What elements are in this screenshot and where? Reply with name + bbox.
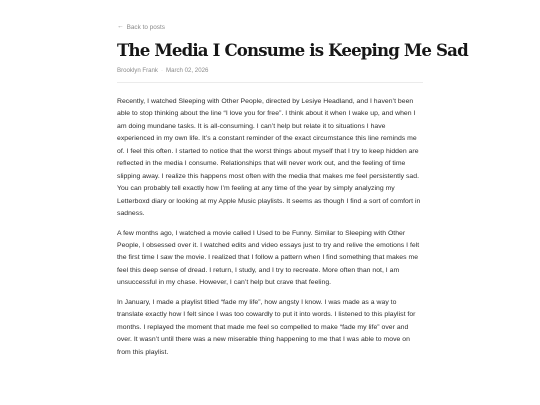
post-meta [117, 66, 423, 75]
post-paragraph: In January, I made a playlist titled “fade my life”, how angsty I know. I was made as a way to translate exactly how I felt since I was too cowardly to put it into words. I listened to this playlist for months. I replayed the moment that made me feel so compelled to make “fade my life” over and over. It wasn’t until there was a new miserable thing happening to me that I was able to move on from this playlist. [117, 298, 416, 356]
post-title: The Media I Consume is Keeping Me Sad [117, 40, 468, 60]
post-date: March 02, 2026 [166, 67, 209, 74]
arrow-left-icon: ← [117, 22, 124, 30]
post-paragraph: A few months ago, I watched a movie called I Used to be Funny. Similar to Sleeping with Other People, I obsessed over it. I watched edits and video essays just to try and relive the emotions I felt the first time I saw the movie. I realized that I follow a pattern when I find something that makes me feel this deep sense of dread. I return, I study, and I try to recreate. More often than not, I am unsuccessful in my chase. However, I can’t help but crave that feeling. [117, 229, 420, 287]
post-paragraph: Recently, I watched Sleeping with Other People, directed by Lesiye Headland, and I haven’t been able to stop thinking about the line “I love you for free”. I think about it when I wake up, and when I am doing mundane tasks. It is all-consuming. I can’t help but relate it to situations I have experienced in my own life. It’s a constant reminder of the exact circumstance this line reminds me of. I feel this often. I started to notice that the worst things about myself that I try to keep hidden are reflected in the media I consume. Relationships that will never work out, and the feeling of time slipping away. I realize this happens most often with the media that makes me feel persistently sad. You can probably tell exactly how I’m feeling at any time of the year by simply analyzing my Letterboxd diary or looking at my Apple Music playlists. It seems as though I find a sort of comfort in sadness. [117, 98, 421, 218]
back-link-label: Back to posts [126, 23, 165, 31]
back-to-posts-link[interactable] [117, 22, 165, 32]
meta-separator: · [160, 67, 164, 74]
post-body [117, 96, 423, 359]
post-author: Brooklyn Frank [117, 67, 158, 74]
article [117, 0, 468, 366]
header-divider [117, 82, 423, 83]
